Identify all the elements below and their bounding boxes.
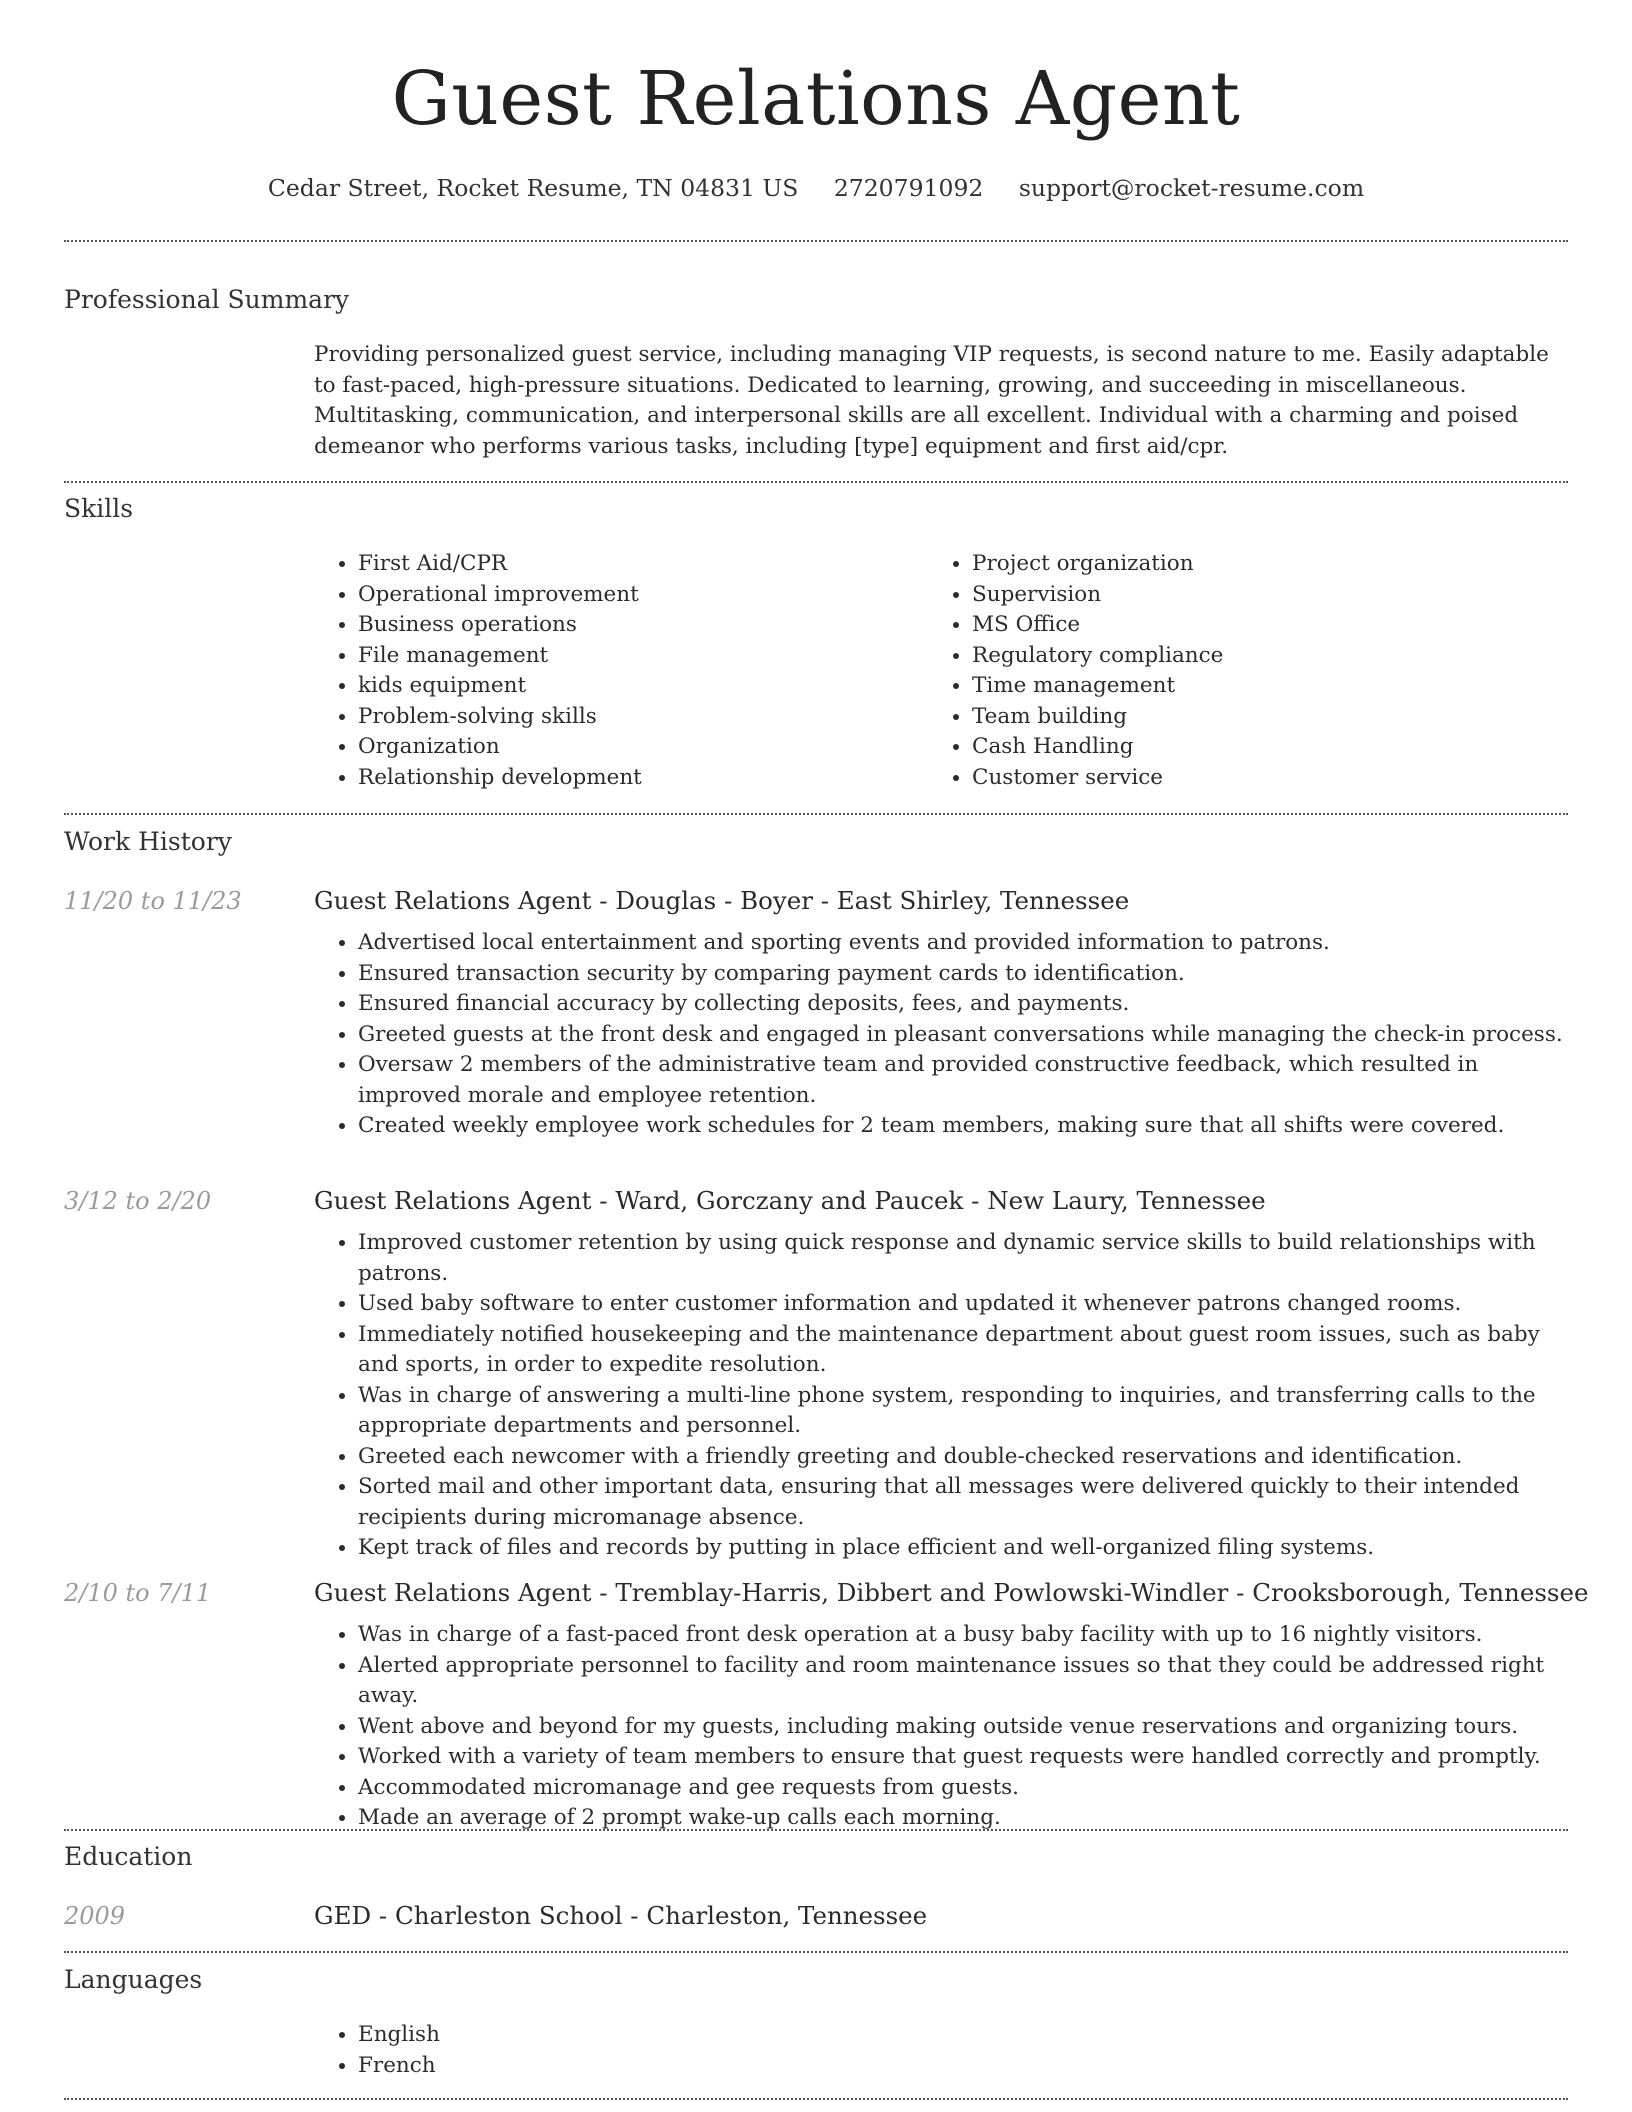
divider — [64, 813, 1568, 815]
job-heading: Guest Relations Agent - Tremblay-Harris, Dibbert and Powlowski-Windler - Crooksborough, Tennessee — [314, 1578, 1589, 1607]
job-bullet: • Oversaw 2 members of the administrative team and provided constructive feedback, which resulted in improved morale and employee retention. — [358, 1050, 1568, 1111]
divider — [64, 481, 1568, 483]
job-bullet: • Ensured transaction security by comparing payment cards to identification. — [358, 959, 1568, 990]
job-bullets — [314, 1228, 1568, 1564]
job-bullet: • Alerted appropriate personnel to facility and room maintenance issues so that they could be addressed right away. — [358, 1651, 1568, 1712]
summary-section — [314, 340, 1568, 462]
skill-item: • Problem-solving skills — [358, 702, 914, 733]
job-bullet: • Was in charge of a fast-paced front desk operation at a busy baby facility with up to 16 nightly visitors. — [358, 1620, 1568, 1651]
skills-column-right — [928, 549, 1528, 793]
phone-text: 2720791092 — [833, 174, 984, 202]
job-dates: 11/20 to 11/23 — [64, 887, 242, 915]
skill-item: • Supervision — [972, 580, 1528, 611]
language-item: • English — [358, 2020, 1568, 2051]
education-heading: Education — [64, 1842, 193, 1871]
work-heading: Work History — [64, 827, 232, 856]
skill-item: • First Aid/CPR — [358, 549, 914, 580]
job-dates: 2/10 to 7/11 — [64, 1579, 212, 1607]
address-text: Cedar Street, Rocket Resume, TN 04831 US — [267, 174, 799, 202]
skills-list-right — [928, 549, 1528, 793]
skill-item: • Customer service — [972, 763, 1528, 794]
job-bullet: • Worked with a variety of team members to ensure that guest requests were handled correctly and promptly. — [358, 1742, 1568, 1773]
job-bullets — [314, 1620, 1568, 1834]
job-bullet: • Advertised local entertainment and sporting events and provided information to patrons. — [358, 928, 1568, 959]
skill-item: • Relationship development — [358, 763, 914, 794]
education-date: 2009 — [64, 1902, 126, 1930]
skill-item: • Project organization — [972, 549, 1528, 580]
education-text: GED - Charleston School - Charleston, Tennessee — [314, 1901, 928, 1930]
skills-list-left — [314, 549, 914, 793]
job-entry — [314, 1576, 1589, 1834]
job-bullet: • Made an average of 2 prompt wake-up calls each morning. — [358, 1803, 1568, 1834]
languages-section — [314, 2020, 1568, 2081]
skill-item: • Business operations — [358, 610, 914, 641]
skill-item: • Cash Handling — [972, 732, 1528, 763]
language-item: • French — [358, 2051, 1568, 2082]
job-bullet: • Greeted each newcomer with a friendly greeting and double-checked reservations and identification. — [358, 1442, 1568, 1473]
job-dates: 3/12 to 2/20 — [64, 1187, 212, 1215]
page-title: Guest Relations Agent — [391, 56, 1241, 142]
divider — [64, 1951, 1568, 1953]
skill-item: • kids equipment — [358, 671, 914, 702]
job-bullets — [314, 928, 1568, 1142]
summary-heading: Professional Summary — [64, 285, 350, 314]
job-entry — [314, 884, 1568, 1142]
job-entry — [314, 1184, 1568, 1564]
job-bullet: • Kept track of files and records by putting in place efficient and well-organized filing systems. — [358, 1533, 1568, 1564]
languages-heading: Languages — [64, 1965, 203, 1994]
skill-item: • File management — [358, 641, 914, 672]
contact-line — [0, 170, 1632, 206]
education-entry — [314, 1899, 1568, 1943]
job-bullet: • Created weekly employee work schedules for 2 team members, making sure that all shifts were covered. — [358, 1111, 1568, 1142]
job-bullet: • Went above and beyond for my guests, including making outside venue reservations and organizing tours. — [358, 1712, 1568, 1743]
job-bullet: • Improved customer retention by using quick response and dynamic service skills to build relationships with patrons. — [358, 1228, 1568, 1289]
email-link[interactable]: support@rocket-resume.com — [1018, 174, 1365, 202]
skills-heading: Skills — [64, 494, 134, 523]
skill-item: • Team building — [972, 702, 1528, 733]
divider — [64, 1829, 1568, 1831]
job-heading: Guest Relations Agent - Douglas - Boyer - East Shirley, Tennessee — [314, 886, 1130, 915]
skills-column-left — [314, 549, 914, 793]
job-bullet: • Sorted mail and other important data, ensuring that all messages were delivered quickly to their intended recipients during micromanage absence. — [358, 1472, 1568, 1533]
job-bullet: • Accommodated micromanage and gee requests from guests. — [358, 1773, 1568, 1804]
summary-text: Providing personalized guest service, including managing VIP requests, is second nature to me. Easily adaptable to fast-paced, high-pressure situations. Dedicated to learning, growing, and succeeding in miscellaneous. Multitasking, communication, and interpersonal skills are all excellent. Individual with a charming and poised demeanor who performs various tasks, including [type] equipment and first aid/cpr. — [314, 342, 1549, 459]
skill-item: • Operational improvement — [358, 580, 914, 611]
skill-item: • Organization — [358, 732, 914, 763]
job-bullet: • Ensured financial accuracy by collecting deposits, fees, and payments. — [358, 989, 1568, 1020]
skill-item: • Regulatory compliance — [972, 641, 1528, 672]
divider — [64, 240, 1568, 242]
skill-item: • Time management — [972, 671, 1528, 702]
divider — [64, 2098, 1568, 2100]
skill-item: • MS Office — [972, 610, 1528, 641]
job-heading: Guest Relations Agent - Ward, Gorczany and Paucek - New Laury, Tennessee — [314, 1186, 1266, 1215]
skills-section — [314, 549, 1568, 799]
job-bullet: • Was in charge of answering a multi-line phone system, responding to inquiries, and transferring calls to the appropriate departments and personnel. — [358, 1381, 1568, 1442]
job-bullet: • Greeted guests at the front desk and engaged in pleasant conversations while managing the check-in process. — [358, 1020, 1568, 1051]
job-bullet: • Used baby software to enter customer information and updated it whenever patrons changed rooms. — [358, 1289, 1568, 1320]
languages-list — [314, 2020, 1568, 2081]
job-bullet: • Immediately notified housekeeping and the maintenance department about guest room issues, such as baby and sports, in order to expedite resolution. — [358, 1320, 1568, 1381]
